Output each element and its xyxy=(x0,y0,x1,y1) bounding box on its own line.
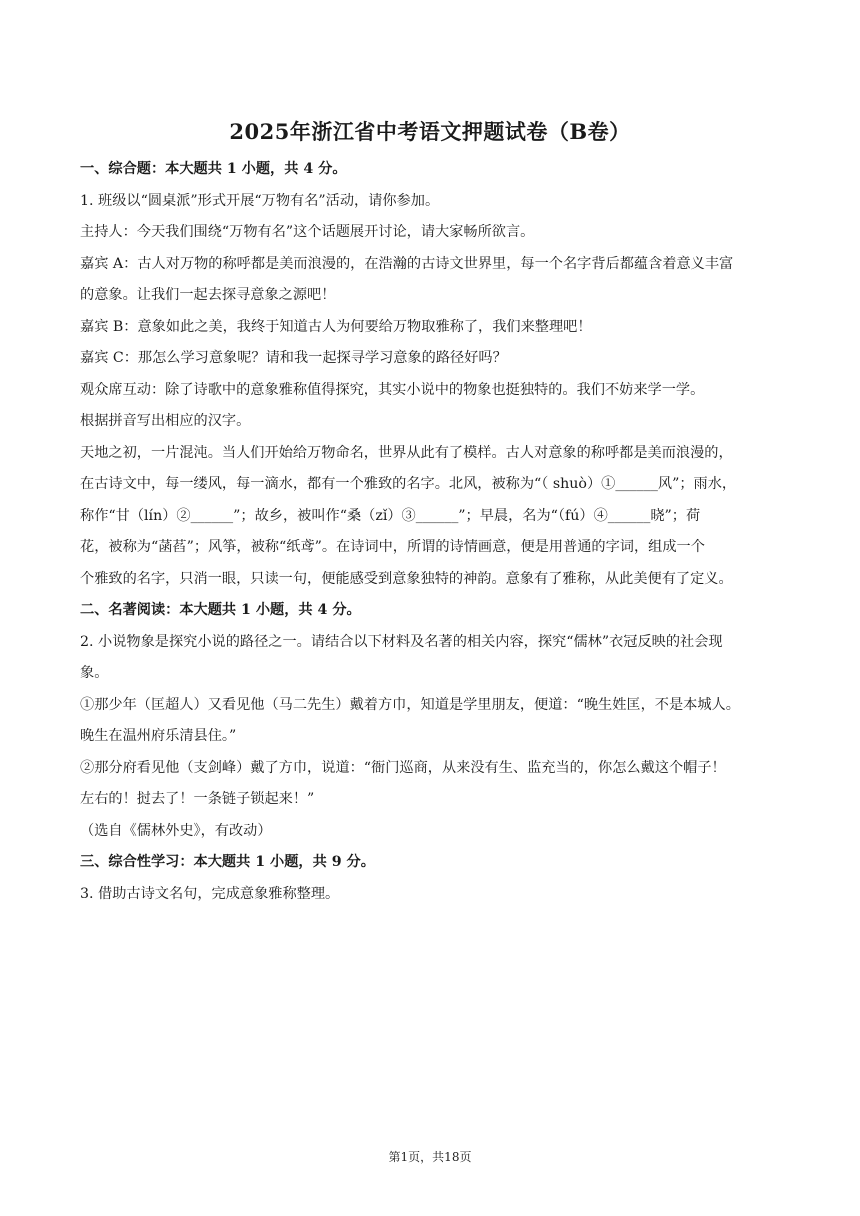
section-heading-2: 二、名著阅读：本大题共 1 小题，共 4 分。 xyxy=(80,602,361,618)
guest-c-line: 嘉宾 C：那怎么学习意象呢？请和我一起探寻学习意象的路径好吗？ xyxy=(80,350,507,366)
material-2-line: ②那分府看见他（支剑峰）戴了方巾，说道：“衙门巡商，从来没有生、监充当的，你怎么戴这个帽子！ xyxy=(80,759,726,776)
section-heading-3: 三、综合性学习：本大题共 1 小题，共 9 分。 xyxy=(80,854,375,870)
passage-line: 称作“甘（lín）②______”；故乡，被叫作“桑（zǐ）③______”；早晨，名为“（fú）④______晓”；荷 xyxy=(80,507,701,524)
host-line: 主持人：今天我们围绕“万物有名”这个话题展开讨论，请大家畅所欲言。 xyxy=(80,224,535,240)
material-1-line: ①那少年（匡超人）又看见他（马二先生）戴着方巾，知道是学里朋友，便道：“晚生姓匡，不是本城人。 xyxy=(80,696,740,713)
section-heading-1: 一、综合题：本大题共 1 小题，共 4 分。 xyxy=(80,161,347,177)
material-2-line-cont: 左右的！挝去了！一条链子锁起来！” xyxy=(80,791,315,807)
passage-line: 个雅致的名字，只消一眼，只读一句，便能感受到意象独特的神韵。意象有了雅称，从此美便有了定义。 xyxy=(80,570,733,587)
question-1-prompt: 1. 班级以“圆桌派”形式开展“万物有名”活动，请你参加。 xyxy=(80,192,440,209)
passage-line: 在古诗文中，每一缕风，每一滴水，都有一个雅致的名字。北风，被称为“（ shuò）①______风”；雨水， xyxy=(80,476,737,492)
material-1-line-cont: 晚生在温州府乐清县住。” xyxy=(80,728,237,744)
document-title: 2025年浙江省中考语文押题试卷（B卷） xyxy=(229,119,631,144)
passage-line: 天地之初，一片混沌。当人们开始给万物命名，世界从此有了模样。古人对意象的称呼都是美而浪漫的， xyxy=(80,444,733,461)
passage-line: 花，被称为“菡萏”；风筝，被称“纸鸢”。在诗词中，所谓的诗情画意，便是用普通的字词，组成一个 xyxy=(80,539,705,555)
guest-a-line-cont: 的意象。让我们一起去探寻意象之源吧！ xyxy=(80,287,336,303)
question-2-prompt-cont: 象。 xyxy=(80,665,109,681)
audience-line: 观众席互动：除了诗歌中的意象雅称值得探究，其实小说中的物象也挺独特的。我们不妨来学一学。 xyxy=(80,381,705,398)
source-note: （选自《儒林外史》，有改动） xyxy=(80,822,272,839)
page-footer: 第1页，共18页 xyxy=(388,1150,472,1164)
question-2-prompt: 2. 小说物象是探究小说的路径之一。请结合以下材料及名著的相关内容，探究“儒林”衣冠反映的社会现 xyxy=(80,633,723,650)
instruction-line: 根据拼音写出相应的汉字。 xyxy=(80,413,251,429)
question-3-prompt: 3. 借助古诗文名句，完成意象雅称整理。 xyxy=(80,885,340,902)
document-body xyxy=(80,154,785,910)
guest-a-line: 嘉宾 A：古人对万物的称呼都是美而浪漫的，在浩瀚的古诗文世界里，每一个名字背后都蕴含着意义丰富 xyxy=(80,255,734,272)
guest-b-line: 嘉宾 B：意象如此之美，我终于知道古人为何要给万物取雅称了，我们来整理吧！ xyxy=(80,318,592,335)
